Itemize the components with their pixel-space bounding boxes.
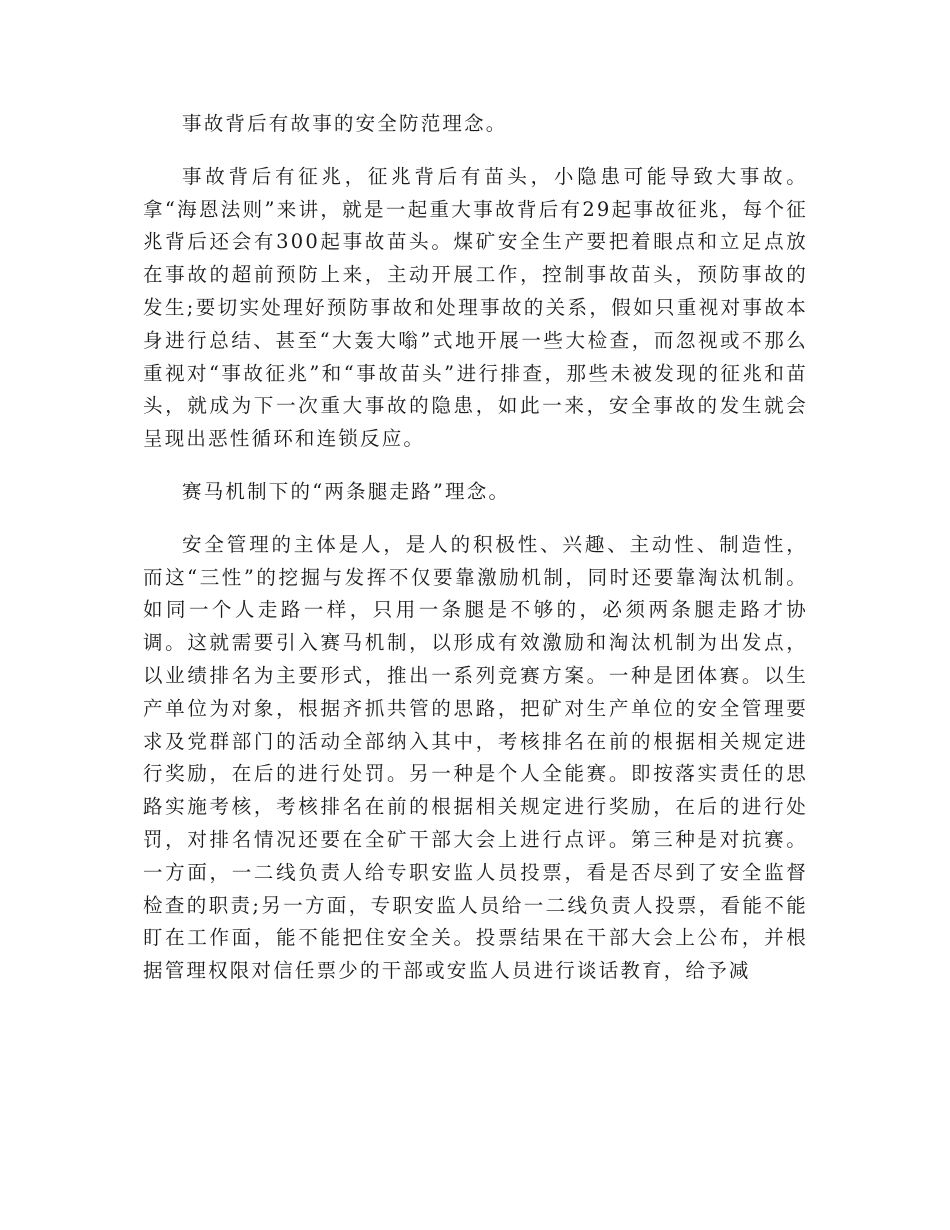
section-body-two-legs: 安全管理的主体是人，是人的积极性、兴趣、主动性、制造性，而这“三性”的挖掘与发挥不仅要靠激励机制，同时还要靠淘汰机制。如同一个人走路一样，只用一条腿是不够的，必须两条腿走路才协调。这就需要引入赛马机制，以形成有效激励和淘汰机制为出发点，以业绩排名为主要形式，推出一系列竞赛方案。一种是团体赛。以生产单位为对象，根据齐抓共管的思路，把矿对生产单位的安全管理要求及党群部门的活动全部纳入其中，考核排名在前的根据相关规定进行奖励，在后的进行处罚。另一种是个人全能赛。即按落实责任的思路实施考核，考核排名在前的根据相关规定进行奖励，在后的进行处罚，对排名情况还要在全矿干部大会上进行点评。第三种是对抗赛。一方面，一二线负责人给专职安监人员投票，看是否尽到了安全监督检查的职责;另一方面，专职安监人员给一二线负责人投票，看能不能盯在工作面，能不能把住安全关。投票结果在干部大会上公布，并根据管理权限对信任票少的干部或安监人员进行谈话教育，给予减 [143, 532, 808, 983]
document-body [143, 108, 808, 1008]
section-body-accident-prevention: 事故背后有征兆，征兆背后有苗头，小隐患可能导致大事故。拿“海恩法则”来讲，就是一起重大事故背后有29起事故征兆，每个征兆背后还会有300起事故苗头。煤矿安全生产要把着眼点和立足点放在事故的超前预防上来，主动开展工作，控制事故苗头，预防事故的发生;要切实处理好预防事故和处理事故的关系，假如只重视对事故本身进行总结、甚至“大轰大嗡”式地开展一些大检查，而忽视或不那么重视对“事故征兆”和“事故苗头”进行排查，那些未被发现的征兆和苗头，就成为下一次重大事故的隐患，如此一来，安全事故的发生就会呈现出恶性循环和连锁反应。 [143, 164, 808, 451]
section-heading-accident-prevention: 事故背后有故事的安全防范理念。 [182, 112, 508, 135]
section-heading-two-legs: 赛马机制下的“两条腿走路”理念。 [182, 479, 511, 503]
